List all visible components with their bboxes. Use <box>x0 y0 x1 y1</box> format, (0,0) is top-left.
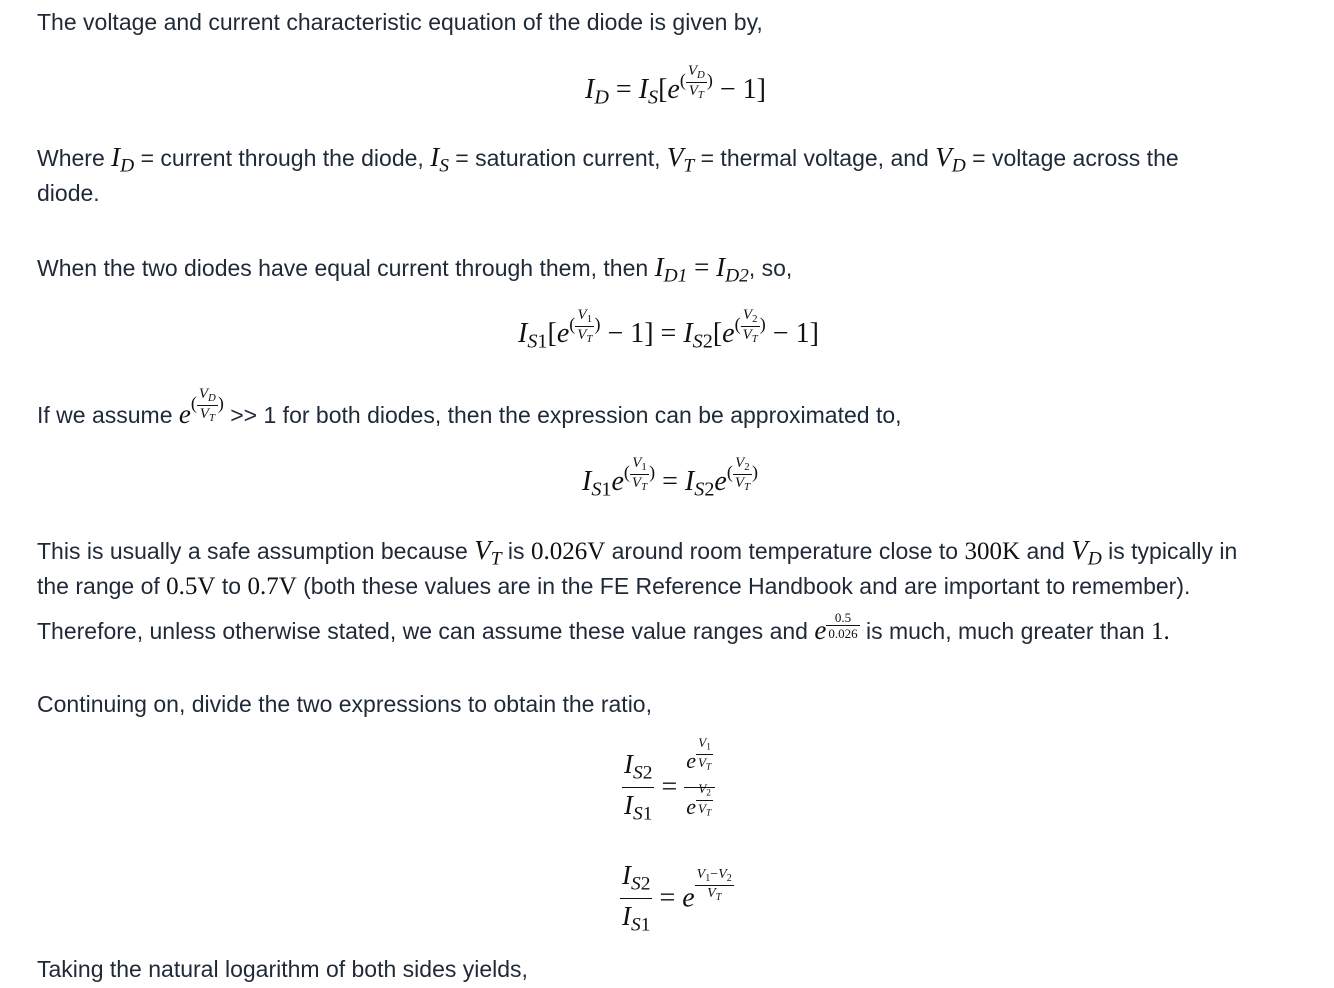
ratio-equation: $\frac{I_{S2}}{I_{S1}}$ = e $^{\frac{V_1}{V_T}}$ e $^{\frac{V_2}{V_T}}$ <box>622 746 715 829</box>
assume-text: If we assume $e^{( \frac{V_D}{V_T} )} >> 1$ for both diodes, then the expression can be approximated to, <box>37 386 902 429</box>
diode-equation: $I_D = I_S[e^{( \frac{V_D}{V_T} )} - 1]$ <box>585 63 766 109</box>
safe-assumption-line-3: Therefore, unless otherwise stated, we can assume these value ranges and e $^{\frac{0.5}{0.026}}$ is much, much greater than 1. <box>37 609 1170 645</box>
taking-log-text: Taking the natural logarithm of both sides yields, <box>37 956 528 982</box>
approx-equation: $I_{S1}e^{( \frac{V_1}{V_T} )} = I_{S2}e^{( \frac{V_2}{V_T} )}$ <box>582 455 759 501</box>
safe-assumption-line-1: This is usually a safe assumption because $V_T$ is 0.026V around room temperature close to 300K and $V_D$ is typically in <box>37 535 1238 570</box>
where-text-cont: diode. <box>37 180 100 206</box>
continuing-text: Continuing on, divide the two expressions to obtain the ratio, <box>37 691 652 717</box>
intro-text: The voltage and current characteristic equation of the diode is given by, <box>37 9 763 35</box>
equal-current-equation: $I_{S1}[e^{( \frac{V_1}{V_T} )} - 1] = I_{S2}[e^{( \frac{V_2}{V_T} )} - 1]$ <box>518 307 819 353</box>
where-text: Where $I_D$ = current through the diode, $I_S$ = saturation current, $V_T$ = thermal voltage, and $V_D$ = voltage across the <box>37 142 1179 177</box>
safe-assumption-line-2: the range of 0.5V to 0.7V (both these values are in the FE Reference Handbook and are important to remember). <box>37 573 1191 600</box>
equal-current-text: When the two diodes have equal current through them, then $I_{D1} = I_{D2}$, so, <box>37 252 793 287</box>
ratio-exp-equation: $\frac{I_{S2}}{I_{S1}}$ = e $^{\frac{V_1-V_2}{V_T}}$ <box>622 860 732 936</box>
